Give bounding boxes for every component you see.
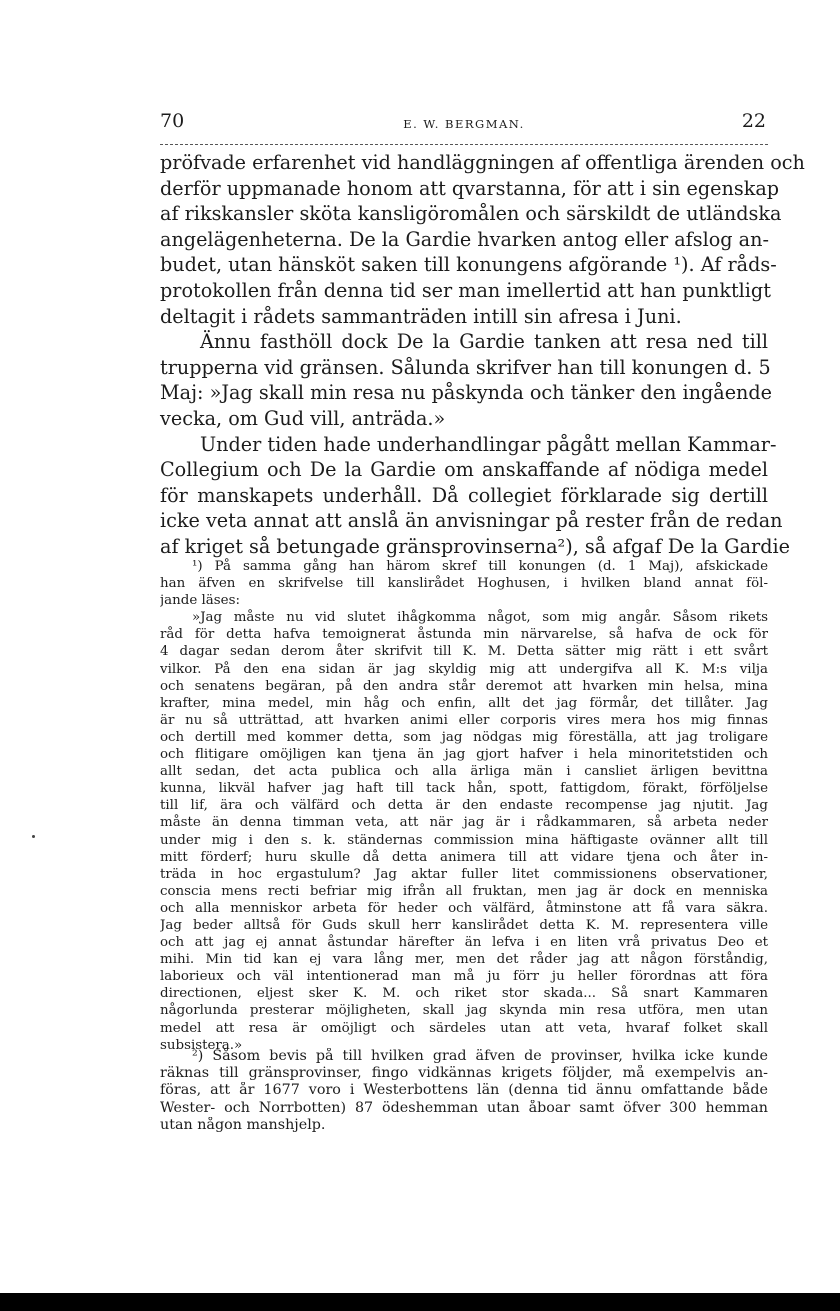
footnote-line: och flitigare omöjligen kan tjena än jag gjort hafver i hela minoritetstiden och — [160, 747, 768, 763]
scan-speck — [32, 835, 35, 838]
body-line: angelägenheterna. De la Gardie hvarken antog eller afslog an- — [160, 227, 769, 251]
page-number: 70 — [160, 110, 185, 132]
body-line: för manskapets underhåll. Då collegiet förklarade sig dertill — [160, 483, 768, 507]
footnote-line: conscia mens recti befriar mig ifrån all fruktan, men jag är dock en menniska — [160, 883, 768, 899]
body-line: Under tiden hade underhandlingar pågått mellan Kammar- — [200, 432, 777, 456]
footnote-line: han äfven en skrifvelse till kanslirådet Hoghusen, i hvilken bland annat föl- — [160, 576, 768, 592]
running-title: E. W. BERGMAN. — [403, 117, 525, 131]
body-line: pröfvade erfarenhet vid handläggningen af offentliga ärenden och — [160, 151, 805, 174]
footnote-line: kunna, likväl hafver jag haft till tack hån, spott, fattigdom, förakt, förföljelse — [160, 781, 768, 797]
footnote-line: allt sedan, det acta publica och alla ärliga män i cansliet ärligen bevittna — [160, 764, 768, 780]
footnote-1 — [160, 558, 768, 1054]
footnote-line: utan någon manshjelp. — [160, 1116, 326, 1133]
body-line: Maj: »Jag skall min resa nu påskynda och tänker den ingående — [160, 381, 773, 405]
footnote-line: vilkor. På den ena sidan är jag skyldig mig att undergifva all K. M:s vilja — [160, 661, 768, 677]
body-line: deltagit i rådets sammanträden intill sin afresa i Juni. — [160, 304, 682, 328]
footnote-line: ²) Såsom bevis på till hvilken grad äfven de provinser, hvilka icke kunde — [192, 1048, 768, 1064]
footnote-line: »Jag måste nu vid slutet ihågkomma något, som mig angår. Såsom rikets — [192, 610, 768, 626]
body-line: derför uppmanade honom att qvarstanna, för att i sin egenskap — [160, 176, 780, 200]
footnote-line: måste än denna timman veta, att när jag är i rådkammaren, så arbeta neder — [160, 815, 768, 831]
footnote-line: laborieux och väl intentionerad man må ju förr ju heller förordnas att föra — [160, 969, 768, 985]
footnote-line: mitt förderf; huru skulle då detta animera till att vidare tjena och åter in- — [160, 849, 768, 865]
footnote-line: subsistera.» — [160, 1037, 243, 1053]
footnote-line: träda in hoc ergastulum? Jag aktar fuller litet commissionens observationer, — [160, 866, 768, 882]
sheet-number: 22 — [741, 110, 766, 132]
footnote-line: föras, att år 1677 voro i Westerbottens län (denna tid ännu omfattande både — [160, 1082, 768, 1099]
footnote-line: under mig i den s. k. ständernas commission mina häftigaste ovänner allt till — [160, 832, 768, 848]
footnote-line: jande läses: — [160, 593, 240, 609]
footnote-line: mihi. Min tid kan ej vara lång mer, men det råder jag att någon förståndig, — [160, 952, 768, 968]
footnote-line: directionen, eljest sker K. M. och riket stor skada... Så snart Kammaren — [160, 986, 768, 1002]
footnote-line: 4 dagar sedan derom åter skrifvit till K. M. Detta sätter mig rätt i ett svårt — [160, 644, 768, 660]
header-rule — [160, 144, 768, 145]
body-line: Ännu fasthöll dock De la Gardie tanken att resa ned till — [200, 330, 768, 354]
footnote-line: Wester- och Norrbotten) 87 ödeshemman utan åboar samt öfver 300 hemman — [160, 1099, 768, 1116]
footnote-line: till lif, ära och välfärd och detta är den endaste recompense jag njutit. Jag — [160, 798, 768, 814]
body-line: Collegium och De la Gardie om anskaffande af nödiga medel — [160, 458, 768, 482]
footnote-line: någorlunda presterar möjligheten, skall jag skynda min resa utföra, men utan — [160, 1003, 768, 1019]
footnote-line: och senatens begäran, på den andra står deremot att hvarken min helsa, mina — [160, 678, 768, 694]
body-line: icke veta annat att anslå än anvisningar på rester från de redan — [160, 509, 783, 533]
footnote-line: råd för detta hafva temoignerat åstunda min närvarelse, så hafva de ock för — [160, 627, 768, 643]
footnote-line: räknas till gränsprovinser, fingo vidkännas krigets följder, må exempelvis an- — [160, 1065, 768, 1082]
footnote-2 — [160, 1048, 768, 1134]
body-line: protokollen från denna tid ser man imellertid att han punktligt — [160, 278, 771, 302]
footnote-line: och dertill med kommer detta, som jag nödgas mig föreställa, att jag troligare — [160, 729, 768, 745]
body-line: af rikskansler sköta kansligöromålen och särskildt de utländska — [160, 202, 782, 226]
footnote-line: medel att resa är omöjligt och särdeles utan att veta, hvaraf folket skall — [160, 1020, 768, 1036]
body-line: trupperna vid gränsen. Sålunda skrifver han till konungen d. 5 — [160, 355, 771, 379]
footnote-line: ¹) På samma gång han härom skref till konungen (d. 1 Maj), afskickade — [192, 559, 768, 574]
footnote-line: och alla menniskor arbeta för heder och välfärd, åtminstone att få vara säkra. — [160, 900, 768, 916]
footnote-line: krafter, mina medel, min håg och enfin, allt det jag förmår, det tillåter. Jag — [160, 695, 768, 711]
page-header — [160, 110, 768, 136]
footnote-line: Jag beder alltså för Guds skull herr kanslirådet detta K. M. representera ville — [160, 917, 768, 933]
footnote-line: är nu så utträttad, att hvarken animi eller corporis vires mera hos mig finnas — [160, 712, 768, 728]
body-line: af kriget så betungade gränsprovinserna²), så afgaf De la Gardie — [160, 534, 790, 558]
body-line: vecka, om Gud vill, anträda.» — [160, 406, 446, 430]
scan-bottom-edge — [0, 1293, 840, 1311]
footnote-line: och att jag ej annat åstundar härefter än lefva i en liten vrå privatus Deo et — [160, 935, 768, 951]
body-line: budet, utan hänsköt saken till konungens afgörande ¹). Af råds- — [160, 253, 777, 277]
body-text — [160, 150, 805, 560]
